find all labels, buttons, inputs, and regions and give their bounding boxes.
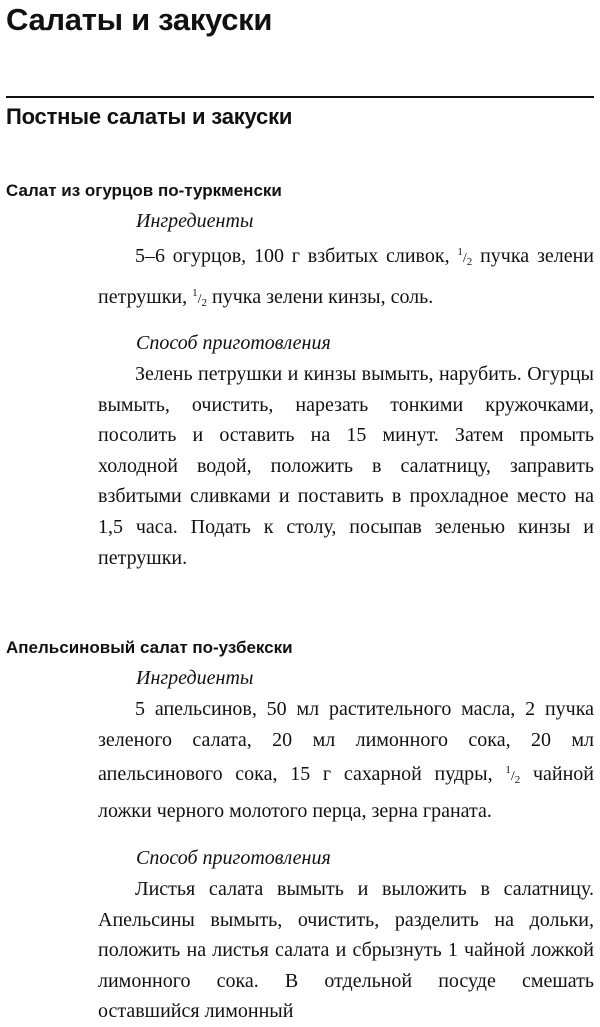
- ingredients-heading: Ингредиенты: [136, 210, 254, 232]
- ingredients-heading: Ингредиенты: [136, 667, 254, 689]
- section-divider: [6, 96, 594, 98]
- section-title: Постные салаты и закуски: [6, 104, 293, 129]
- fraction-half: $^1/_2$: [457, 246, 473, 268]
- chapter-title: Салаты и закуски: [6, 2, 273, 37]
- recipe-title: Салат из огурцов по-туркменски: [6, 181, 282, 200]
- recipe-title: Апельсиновый салат по-узбекски: [6, 638, 293, 657]
- method-heading: Способ приготовления: [136, 332, 331, 354]
- ingredients-text: 5 апельсинов, 50 мл растительного масла, 2 пучка зеленого салата, 20 мл лимонного сока, 20 мл апельсинового сока, 15 г сахарной пудры, $^1/_2$ чайной ложки черного молотого перца, зерна граната.: [98, 698, 594, 822]
- fraction-half: $^1/_2$: [192, 286, 208, 309]
- method-text: Листья салата вымыть и выложить в салатницу. Апельсины вымыть, очистить, разделить на дольки, положить на листья салата и сбрызнуть 1 чайной ложкой лимонного сока. В отдельной посуде смешать оставшийся лимонный: [98, 878, 594, 1023]
- method-heading: Способ приготовления: [136, 847, 331, 869]
- fraction-half: $^1/_2$: [505, 764, 521, 787]
- method-text: Зелень петрушки и кинзы вымыть, нарубить. Огурцы вымыть, очистить, нарезать тонкими кружочками, посолить и оставить на 15 минут. Затем промыть холодной водой, положить в салатницу, заправить взбитыми сливками и поставить в прохладное место на 1,5 часа. Подать к столу, посыпав зеленью кинзы и петрушки.: [98, 363, 594, 569]
- ingredients-text: 5–6 огурцов, 100 г взбитых сливок, $^1/_2$ пучка зелени петрушки, $^1/_2$ пучка зелени кинзы, соль.: [98, 245, 594, 309]
